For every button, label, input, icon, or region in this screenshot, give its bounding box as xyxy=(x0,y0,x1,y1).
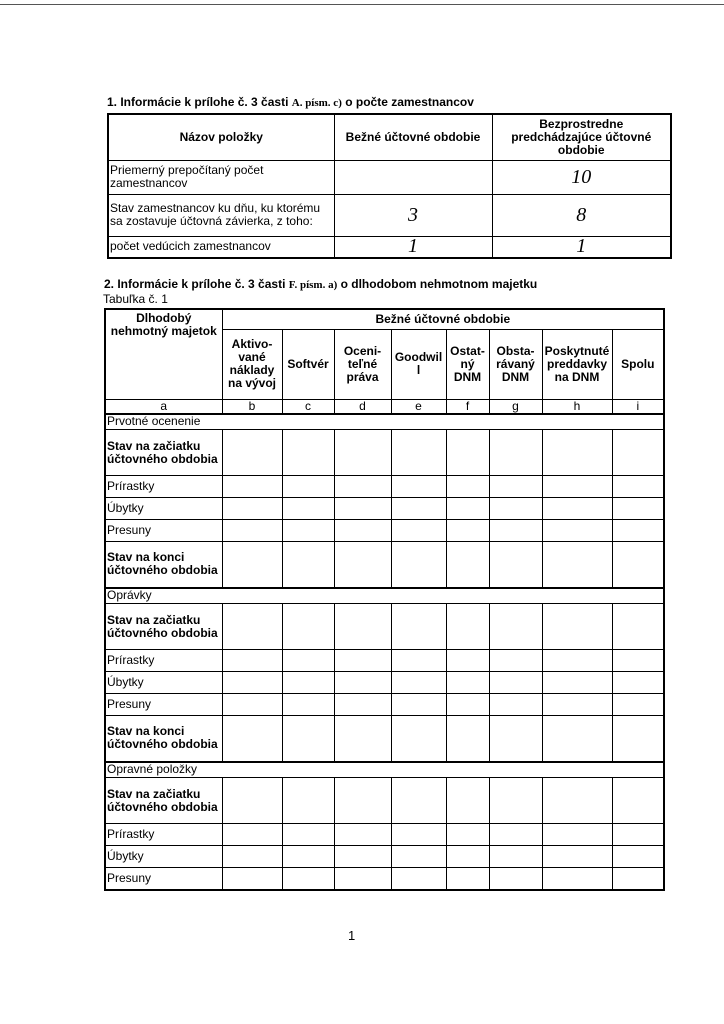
table-row xyxy=(105,604,664,650)
column-header: Oceni-teľné práva xyxy=(334,329,391,399)
header-current-period: Bežné účtovné obdobie xyxy=(222,309,664,329)
section-1-title-suffix: o počte zamestnancov xyxy=(345,95,474,109)
table-label: Tabuľka č. 1 xyxy=(103,292,168,306)
value-cell xyxy=(446,520,489,542)
header-name: Názov položky xyxy=(108,114,334,160)
value-cell xyxy=(391,672,446,694)
value-cell xyxy=(446,476,489,498)
value-cell xyxy=(222,604,282,650)
row-label: Stav na konci účtovného obdobia xyxy=(105,542,222,588)
value-cell xyxy=(542,716,612,762)
value-cell xyxy=(489,846,542,868)
group-header-row xyxy=(105,762,664,778)
value-cell xyxy=(391,520,446,542)
value-cell xyxy=(446,716,489,762)
value-cell xyxy=(612,694,664,716)
table-row xyxy=(108,160,671,194)
column-letter: b xyxy=(222,399,282,414)
value-cell xyxy=(282,650,334,672)
table-row xyxy=(105,846,664,868)
section-1-title xyxy=(107,95,474,109)
value-cell xyxy=(334,604,391,650)
value-cell xyxy=(542,476,612,498)
row-label: Stav na začiatku účtovného obdobia xyxy=(105,430,222,476)
value-cell xyxy=(542,430,612,476)
section-2-title xyxy=(104,277,537,291)
value-cell xyxy=(334,430,391,476)
row-label: Presuny xyxy=(105,694,222,716)
value-cell xyxy=(612,824,664,846)
employees-table-header xyxy=(108,114,671,160)
table-row xyxy=(105,778,664,824)
row-current-value: 1 xyxy=(334,236,492,258)
value-cell xyxy=(612,542,664,588)
value-cell xyxy=(542,650,612,672)
value-cell xyxy=(282,604,334,650)
group-header-row xyxy=(105,588,664,604)
column-header: Aktivo-vané náklady na vývoj xyxy=(222,329,282,399)
value-cell xyxy=(446,498,489,520)
group-title: Prvotné ocenenie xyxy=(105,414,664,430)
value-cell xyxy=(282,430,334,476)
section-2-title-prefix: 2. Informácie k prílohe č. 3 časti xyxy=(104,277,286,291)
value-cell xyxy=(489,542,542,588)
value-cell xyxy=(446,650,489,672)
value-cell xyxy=(222,498,282,520)
section-1-title-ref: A. písm. c) xyxy=(291,97,342,109)
value-cell xyxy=(222,672,282,694)
value-cell xyxy=(446,778,489,824)
value-cell xyxy=(391,650,446,672)
value-cell xyxy=(542,542,612,588)
value-cell xyxy=(391,824,446,846)
section-2-title-ref: F. písm. a) xyxy=(288,279,338,291)
value-cell xyxy=(612,498,664,520)
value-cell xyxy=(542,868,612,890)
row-previous-value: 8 xyxy=(492,194,671,236)
value-cell xyxy=(334,694,391,716)
row-label: Priemerný prepočítaný počet zamestnancov xyxy=(108,160,334,194)
row-label: Presuny xyxy=(105,520,222,542)
intangible-assets-table xyxy=(104,308,665,891)
row-label: Stav na konci účtovného obdobia xyxy=(105,716,222,762)
value-cell xyxy=(282,824,334,846)
value-cell xyxy=(391,694,446,716)
value-cell xyxy=(391,778,446,824)
value-cell xyxy=(489,498,542,520)
value-cell xyxy=(489,476,542,498)
value-cell xyxy=(222,476,282,498)
value-cell xyxy=(391,430,446,476)
column-header: Spolu xyxy=(612,329,664,399)
table-row xyxy=(105,716,664,762)
value-cell xyxy=(391,846,446,868)
value-cell xyxy=(282,542,334,588)
value-cell xyxy=(282,846,334,868)
column-header: Goodwil l xyxy=(391,329,446,399)
value-cell xyxy=(489,520,542,542)
top-rule xyxy=(0,4,724,5)
column-header: Softvér xyxy=(282,329,334,399)
row-current-value xyxy=(334,160,492,194)
value-cell xyxy=(542,498,612,520)
value-cell xyxy=(612,672,664,694)
table-row xyxy=(105,868,664,890)
value-cell xyxy=(282,672,334,694)
value-cell xyxy=(334,542,391,588)
value-cell xyxy=(446,846,489,868)
value-cell xyxy=(334,778,391,824)
header-asset: Dlhodobý nehmotný majetok xyxy=(105,309,222,399)
employees-table xyxy=(107,113,672,259)
value-cell xyxy=(391,868,446,890)
value-cell xyxy=(489,604,542,650)
row-label: Prírastky xyxy=(105,650,222,672)
value-cell xyxy=(489,672,542,694)
table-row xyxy=(105,542,664,588)
value-cell xyxy=(542,846,612,868)
value-cell xyxy=(612,520,664,542)
row-label: Stav na začiatku účtovného obdobia xyxy=(105,604,222,650)
value-cell xyxy=(334,716,391,762)
group-title: Oprávky xyxy=(105,588,664,604)
value-cell xyxy=(334,520,391,542)
value-cell xyxy=(282,694,334,716)
row-label: Úbytky xyxy=(105,672,222,694)
value-cell xyxy=(282,476,334,498)
value-cell xyxy=(489,650,542,672)
column-header: Ostat-ný DNM xyxy=(446,329,489,399)
value-cell xyxy=(542,604,612,650)
value-cell xyxy=(222,694,282,716)
row-label: Úbytky xyxy=(105,846,222,868)
value-cell xyxy=(222,868,282,890)
header-previous: Bezprostredne predchádzajúce účtovné obdobie xyxy=(492,114,671,160)
value-cell xyxy=(391,716,446,762)
value-cell xyxy=(612,846,664,868)
row-label: Prírastky xyxy=(105,824,222,846)
value-cell xyxy=(612,430,664,476)
table-row xyxy=(108,236,671,258)
row-label: počet vedúcich zamestnancov xyxy=(108,236,334,258)
value-cell xyxy=(542,694,612,716)
row-current-value: 3 xyxy=(334,194,492,236)
value-cell xyxy=(446,542,489,588)
value-cell xyxy=(542,520,612,542)
value-cell xyxy=(334,824,391,846)
value-cell xyxy=(282,520,334,542)
value-cell xyxy=(334,476,391,498)
value-cell xyxy=(489,716,542,762)
table-row xyxy=(105,694,664,716)
value-cell xyxy=(334,846,391,868)
row-previous-value: 1 xyxy=(492,236,671,258)
value-cell xyxy=(391,476,446,498)
value-cell xyxy=(282,498,334,520)
value-cell xyxy=(334,672,391,694)
column-letter: i xyxy=(612,399,664,414)
table-row xyxy=(105,520,664,542)
value-cell xyxy=(222,430,282,476)
value-cell xyxy=(222,542,282,588)
column-letter: h xyxy=(542,399,612,414)
table-row xyxy=(108,194,671,236)
value-cell xyxy=(542,824,612,846)
value-cell xyxy=(446,824,489,846)
value-cell xyxy=(282,868,334,890)
value-cell xyxy=(446,672,489,694)
value-cell xyxy=(612,778,664,824)
column-header: Poskytnuté preddavky na DNM xyxy=(542,329,612,399)
row-label: Stav na začiatku účtovného obdobia xyxy=(105,778,222,824)
value-cell xyxy=(542,672,612,694)
value-cell xyxy=(222,650,282,672)
row-label: Stav zamestnancov ku dňu, ku ktorému sa zostavuje účtovná závierka, z toho: xyxy=(108,194,334,236)
row-label: Prírastky xyxy=(105,476,222,498)
value-cell xyxy=(446,604,489,650)
value-cell xyxy=(446,694,489,716)
value-cell xyxy=(391,604,446,650)
value-cell xyxy=(222,824,282,846)
value-cell xyxy=(334,498,391,520)
row-label: Úbytky xyxy=(105,498,222,520)
table-row xyxy=(105,824,664,846)
value-cell xyxy=(612,716,664,762)
group-header-row xyxy=(105,414,664,430)
column-letter: c xyxy=(282,399,334,414)
table-row xyxy=(105,650,664,672)
column-letter: e xyxy=(391,399,446,414)
value-cell xyxy=(489,778,542,824)
column-letter: g xyxy=(489,399,542,414)
value-cell xyxy=(489,430,542,476)
table-row xyxy=(105,476,664,498)
table-row xyxy=(105,672,664,694)
table-row xyxy=(105,498,664,520)
section-2-title-suffix: o dlhodobom nehmotnom majetku xyxy=(340,277,538,291)
value-cell xyxy=(222,846,282,868)
intangible-assets-table-body xyxy=(105,414,664,890)
column-letter: f xyxy=(446,399,489,414)
value-cell xyxy=(391,498,446,520)
value-cell xyxy=(391,542,446,588)
section-1-title-prefix: 1. Informácie k prílohe č. 3 časti xyxy=(107,95,289,109)
header-current: Bežné účtovné obdobie xyxy=(334,114,492,160)
value-cell xyxy=(282,716,334,762)
column-letter: d xyxy=(334,399,391,414)
value-cell xyxy=(222,520,282,542)
value-cell xyxy=(489,694,542,716)
value-cell xyxy=(222,778,282,824)
value-cell xyxy=(334,650,391,672)
table-row xyxy=(105,430,664,476)
value-cell xyxy=(282,778,334,824)
row-previous-value: 10 xyxy=(492,160,671,194)
value-cell xyxy=(489,824,542,846)
intangible-assets-table-header xyxy=(105,309,664,414)
value-cell xyxy=(542,778,612,824)
value-cell xyxy=(222,716,282,762)
value-cell xyxy=(334,868,391,890)
column-header: Obsta-rávaný DNM xyxy=(489,329,542,399)
group-title: Opravné položky xyxy=(105,762,664,778)
row-label: Presuny xyxy=(105,868,222,890)
value-cell xyxy=(446,430,489,476)
value-cell xyxy=(612,604,664,650)
value-cell xyxy=(612,476,664,498)
column-letter: a xyxy=(105,399,222,414)
value-cell xyxy=(612,650,664,672)
page-number: 1 xyxy=(348,928,356,943)
value-cell xyxy=(612,868,664,890)
value-cell xyxy=(446,868,489,890)
value-cell xyxy=(489,868,542,890)
